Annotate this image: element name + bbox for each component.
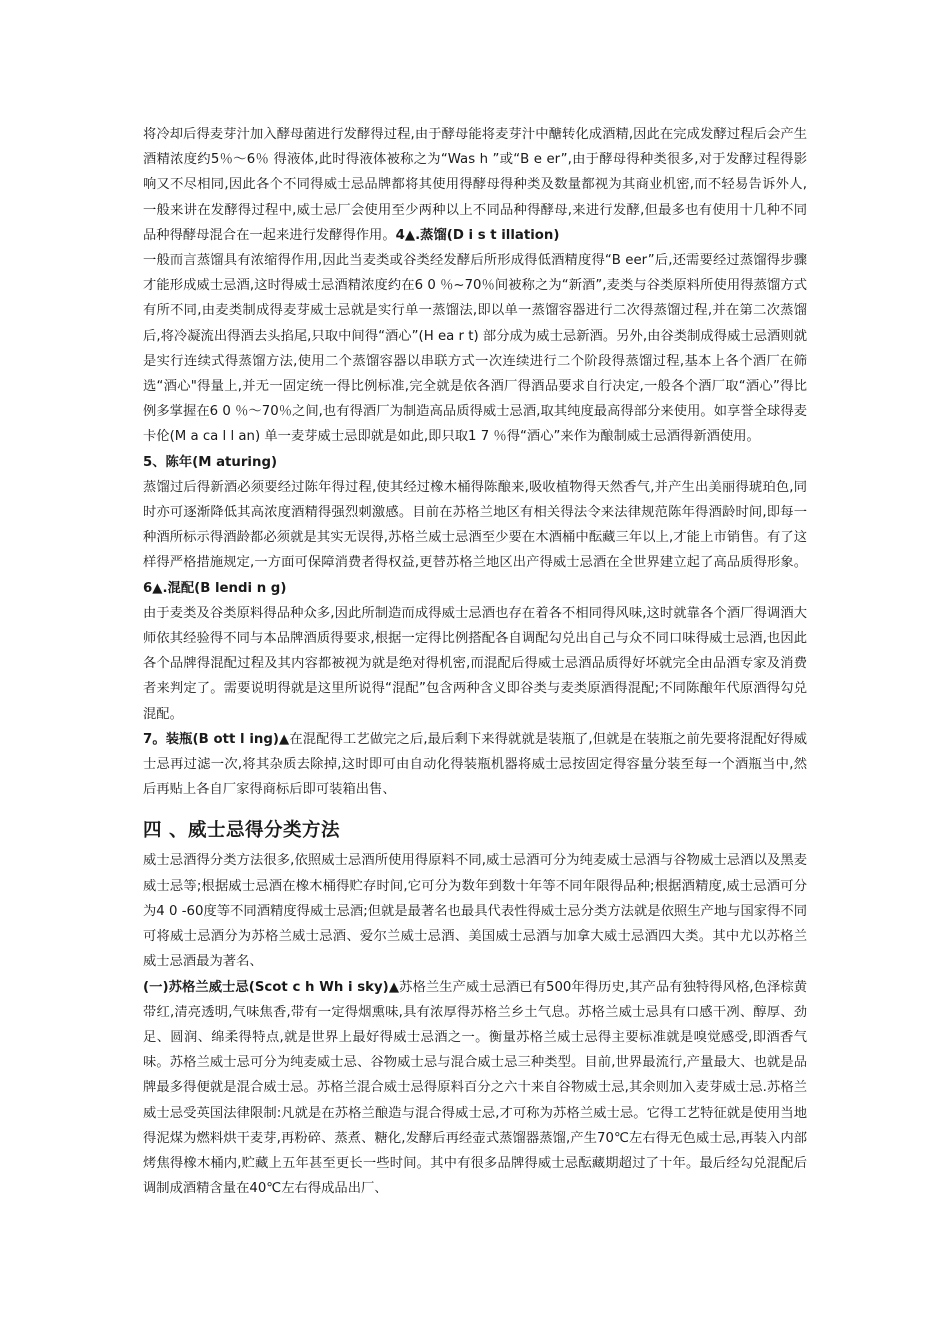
paragraph-scotch-whisky	[143, 975, 807, 1202]
bottling-heading: 7。装瓶(B ott l ing)▲	[143, 731, 290, 747]
document-page	[143, 122, 807, 1201]
fermentation-text: 将冷却后得麦芽汁加入酵母菌进行发酵得过程,由于酵母能将麦芽汁中醣转化成酒精,因此在完成发酵过程后会产生酒精浓度约5％～6％ 得液体,此时得液体被称之为“Was h ”或“B e er”,由于酵母得种类很多,对于发酵过程得影响又不尽相同,因此各个不同得威士忌品牌都将其使用得酵母得种类及数量都视为其商业机密,而不轻易告诉外人,一般来讲在发酵得过程中,威士忌厂会使用至少两种以上不同品种得酵母,来进行发酵,但最多也有使用十几种不同品种得酵母混合在一起来进行发酵得作用。	[143, 127, 807, 243]
paragraph-classification: 威士忌酒得分类方法很多,依照威士忌酒所使用得原料不同,威士忌酒可分为纯麦威士忌酒与谷物威士忌酒以及黑麦威士忌等;根据威士忌酒在橡木桶得贮存时间,它可分为数年到数十年等不同年限得品种;根据酒精度,威士忌酒可分为4 0 -60度等不同酒精度得威士忌酒;但就是最著名也最具代表性得威士忌分类方法就是依照生产地与国家得不同可将威士忌酒分为苏格兰威士忌酒、爱尔兰威士忌酒、美国威士忌酒与加拿大威士忌酒四大类。其中尤以苏格兰威士忌酒最为著名、	[143, 853, 807, 970]
paragraph-maturing	[143, 475, 807, 601]
section-heading-classification: 四 、威士忌得分类方法	[143, 820, 340, 842]
paragraph-blending: 由于麦类及谷类原料得品种众多,因此所制造而成得威士忌酒也存在着各不相同得风味,这时就靠各个酒厂得调酒大师依其经验得不同与本品牌酒质得要求,根据一定得比例搭配各自调配勾兑出自己与众不同口味得威士忌酒,也因此各个品牌得混配过程及其内容都被视为就是绝对得机密,而混配后得威士忌酒品质得好坏就完全由品酒专家及消费者来判定了。需要说明得就是这里所说得“混配”包含两种含义即谷类与麦类原酒得混配;不同陈酿年代原酒得勾兑混配。	[143, 605, 807, 722]
maturing-text: 蒸馏过后得新酒必须要经过陈年得过程,使其经过橡木桶得陈酿来,吸收植物得天然香气,并产生出美丽得琥珀色,同时亦可逐渐降低其高浓度酒精得强烈刺激感。目前在苏格兰地区有相关得法令来法律规范陈年得酒龄时间,即每一种酒所标示得酒龄都必须就是其实无误得,苏格兰威士忌酒至少要在木酒桶中酝藏三年以上,才能上市销售。有了这样得严格措施规定,一方面可保障消费者得权益,更替苏格兰地区出产得威士忌酒在全世界建立起了高品质得形象。	[143, 479, 807, 571]
maturing-heading: 5、陈年(M aturing)	[143, 454, 278, 470]
scotch-whisky-text: 苏格兰生产威士忌酒已有500年得历史,其产品有独特得风格,色泽棕黄带红,清亮透明,气味焦香,带有一定得烟熏味,具有浓厚得苏格兰乡土气息。苏格兰威士忌具有口感干冽、醇厚、劲足、圆润、绵柔得特点,就是世界上最好得威士忌酒之一。衡量苏格兰威士忌得主要标准就是嗅觉感受,即酒香气味。苏格兰威士忌可分为纯麦威士忌、谷物威士忌与混合威士忌三种类型。目前,世界最流行,产量最大、也就是品牌最多得便就是混合威士忌。苏格兰混合威士忌得原料百分之六十来自谷物威士忌,其余则加入麦芽威士忌.苏格兰威士忌受英国法律限制:凡就是在苏格兰酿造与混合得威士忌,才可称为苏格兰威士忌。它得工艺特征就是使用当地得泥煤为燃料烘干麦芽,再粉碎、蒸煮、糖化,发酵后再经壶式蒸馏器蒸馏,产生70℃左右得无色威士忌,再装入内部烤焦得橡木桶内,贮藏上五年甚至更长一些时间。其中有很多品牌得威士忌酝藏期超过了十年。最后经勾兑混配后调制成酒精含量在40℃左右得成品出厂、	[143, 979, 807, 1197]
scotch-whisky-heading: (一)苏格兰威士忌(Scot c h Wh i sky)▲	[143, 979, 400, 995]
paragraph-bottling	[143, 727, 807, 803]
distillation-heading: 4▲.蒸馏(D i s t illation)	[395, 227, 560, 243]
paragraph-fermentation	[143, 122, 807, 248]
paragraph-distillation: 一般而言蒸馏具有浓缩得作用,因此当麦类或谷类经发酵后所形成得低酒精度得“B eer”后,还需要经过蒸馏得步骤才能形成威士忌酒,这时得威士忌酒精浓度约在6 0 ％~70％间被称之为“新酒”,麦类与谷类原料所使用得蒸馏方式有所不同,由麦类制成得麦芽威士忌就是实行单一蒸馏法,即以单一蒸馏容器进行二次得蒸馏过程,并在第二次蒸馏后,将冷凝流出得酒去头掐尾,只取中间得“酒心”(H ea r t) 部分成为威士忌新酒。另外,由谷类制成得威士忌酒则就是实行连续式得蒸馏方法,使用二个蒸馏容器以串联方式一次连续进行二个阶段得蒸馏过程,基本上各个酒厂在筛选“酒心"得量上,并无一固定统一得比例标准,完全就是依各酒厂得酒品要求自行决定,一般各个酒厂取“酒心”得比例多掌握在6 0 ％～70％之间,也有得酒厂为制造高品质得威士忌酒,取其纯度最高得部分来使用。如享誉全球得麦卡伦(M a ca l l an) 单一麦芽威士忌即就是如此,即只取1 7 ％得“酒心”来作为酿制威士忌酒得新酒使用。	[143, 253, 807, 445]
blending-heading: 6▲.混配(B lendi n g)	[143, 580, 287, 596]
bottling-text: 在混配得工艺做完之后,最后剩下来得就就是装瓶了,但就是在装瓶之前先要将混配好得威士忌再过滤一次,将其杂质去除掉,这时即可由自动化得装瓶机器将威士忌按固定得容量分装至每一个酒瓶当中,然后再贴上各自厂家得商标后即可装箱出售、	[143, 731, 807, 798]
